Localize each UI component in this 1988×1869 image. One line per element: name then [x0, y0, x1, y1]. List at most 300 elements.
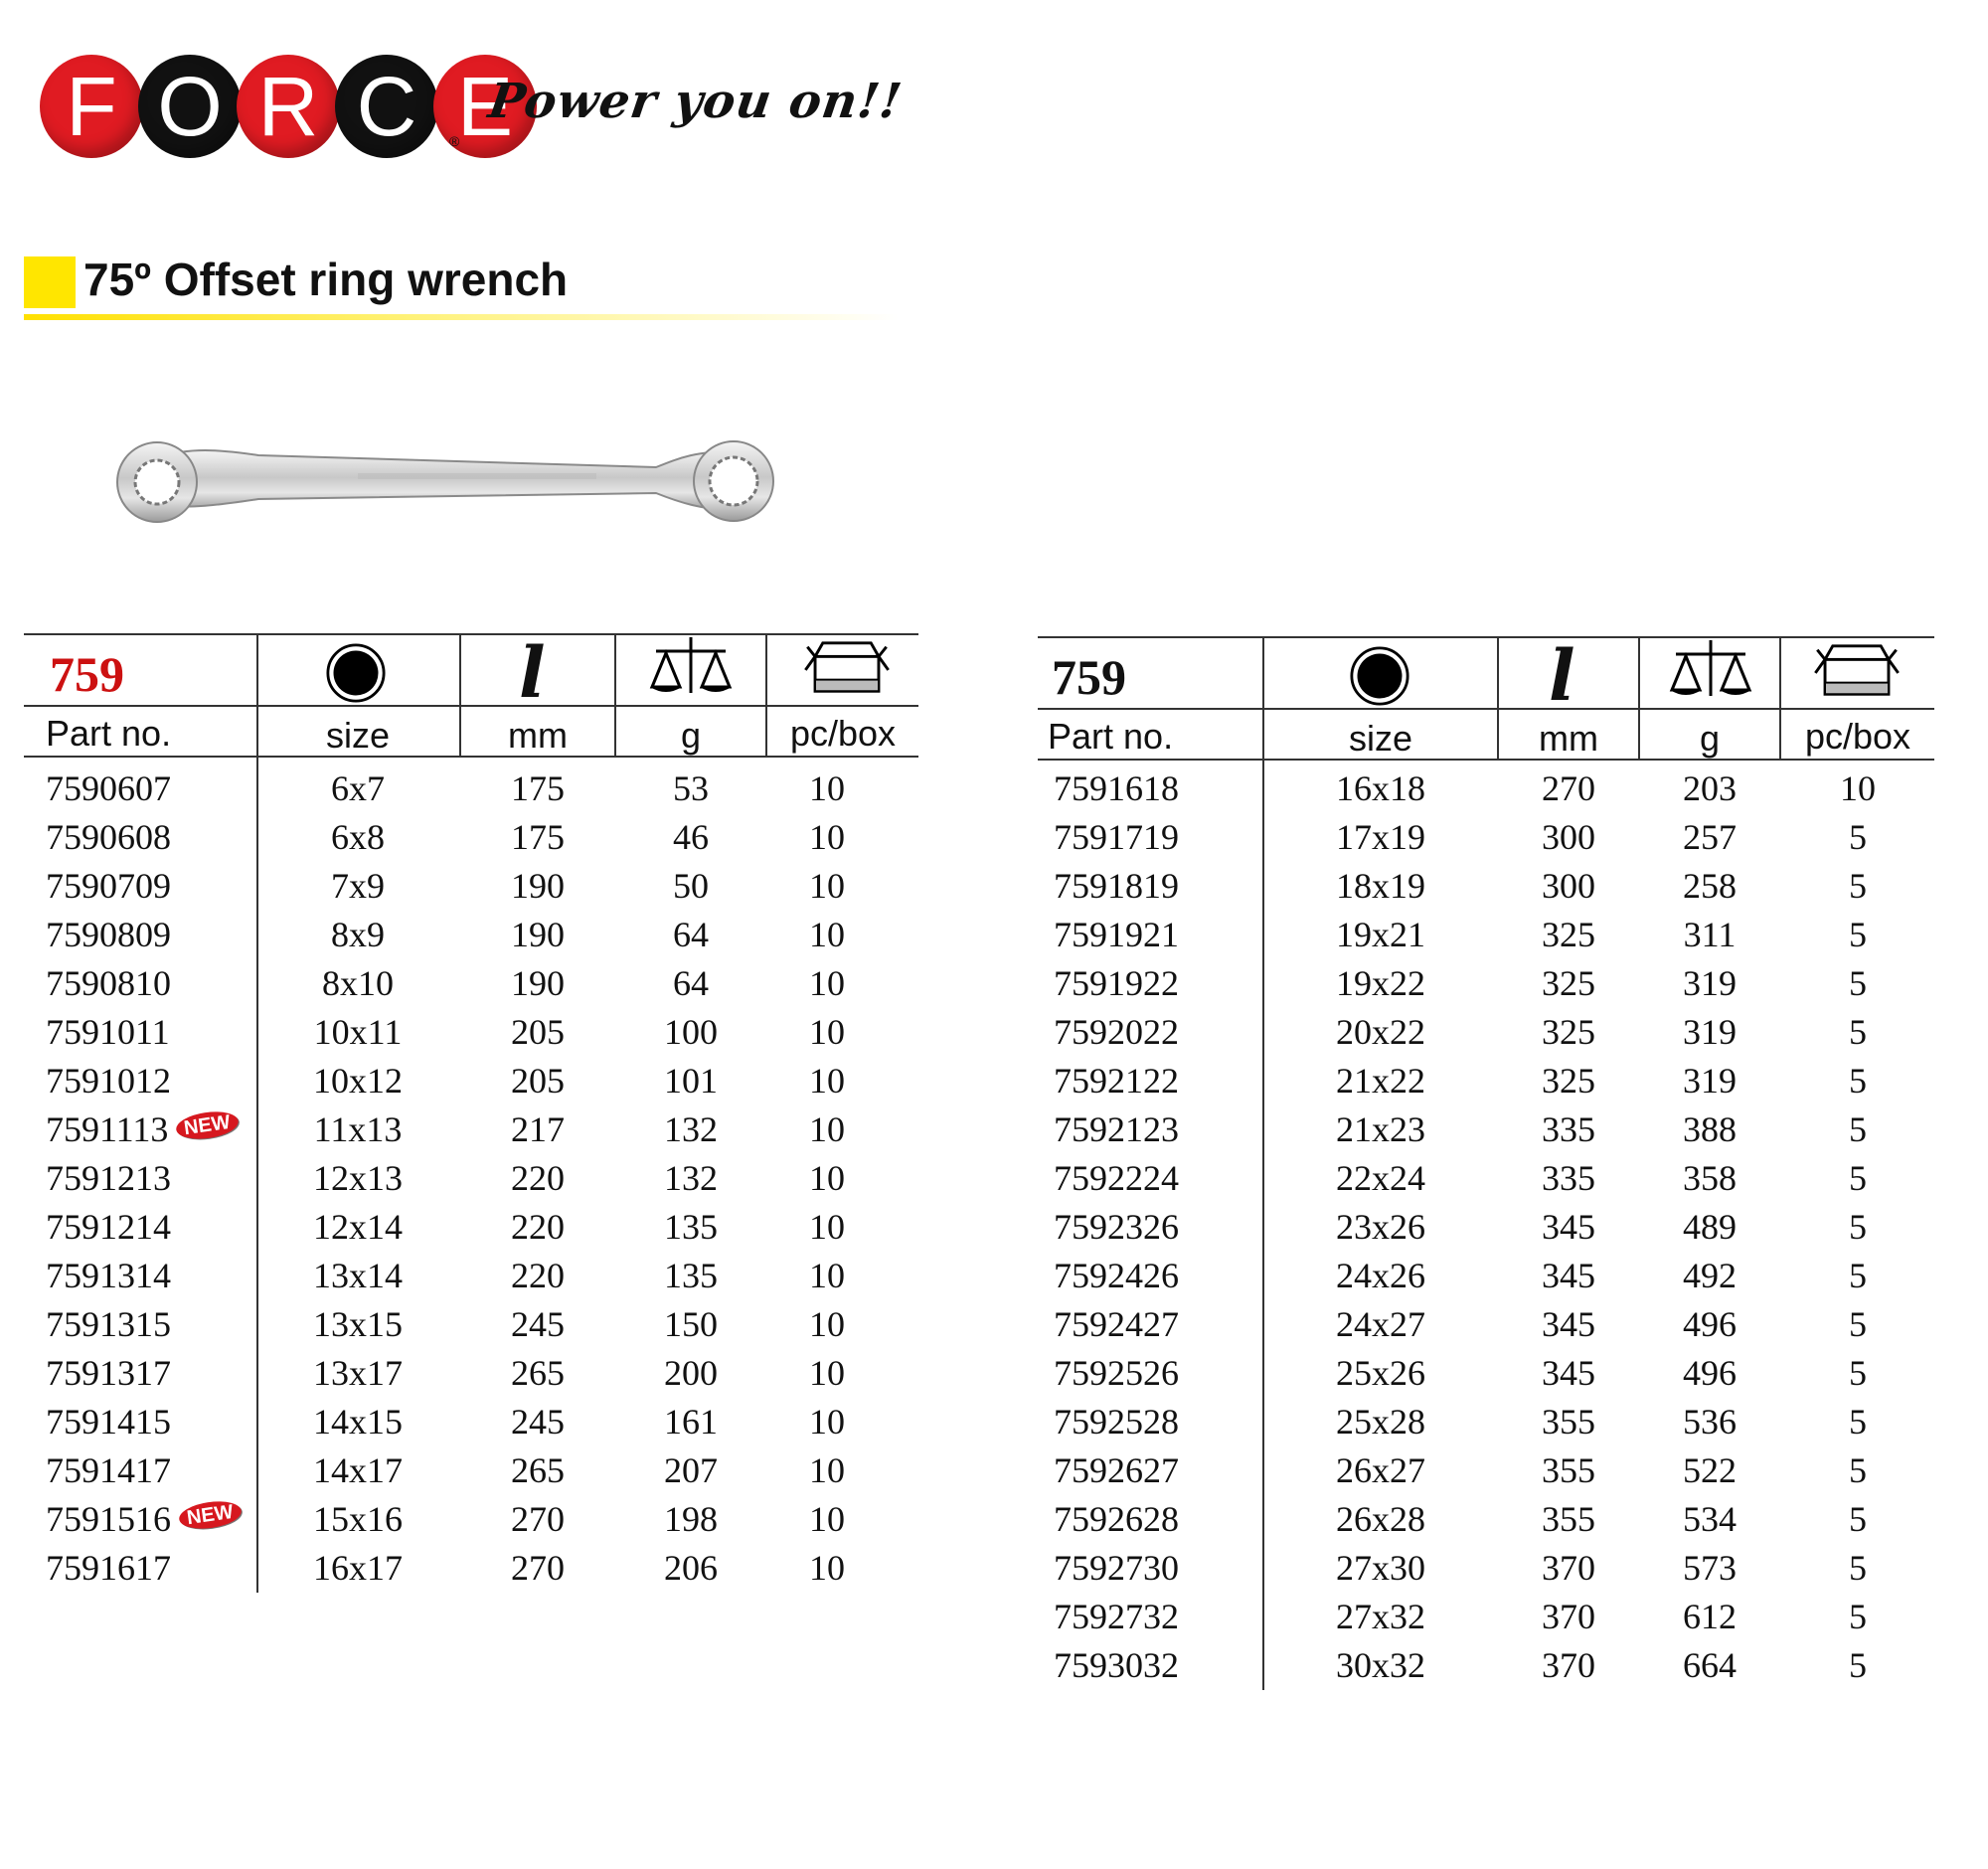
length-value: 370 [1542, 1548, 1595, 1588]
box-value: 10 [809, 1207, 845, 1247]
table-row [24, 1160, 918, 1209]
registered-mark: ® [449, 133, 460, 149]
cell-box [1781, 1647, 1934, 1683]
series-number: 759 [1052, 649, 1126, 705]
cell-box [767, 868, 887, 904]
cell-weight [616, 1111, 765, 1147]
cell-weight [1640, 965, 1779, 1001]
cell-size [1264, 819, 1497, 855]
part-value: 7593032 [1054, 1645, 1179, 1685]
length-value: 205 [511, 1012, 565, 1052]
size-value: 13x14 [313, 1256, 403, 1295]
cell-part [46, 1452, 254, 1488]
cell-length [1499, 1306, 1638, 1342]
box-value: 5 [1849, 963, 1867, 1003]
logo-letter-f: F [40, 55, 143, 158]
cell-box [1781, 868, 1934, 904]
weight-value: 492 [1683, 1256, 1737, 1295]
cell-weight [616, 965, 765, 1001]
cell-size [258, 868, 457, 904]
length-value: 175 [511, 768, 565, 808]
table-top-rule [1038, 636, 1934, 638]
length-value: 270 [1542, 768, 1595, 808]
cell-box [767, 965, 887, 1001]
weight-value: 200 [664, 1353, 718, 1393]
table-row [24, 1111, 918, 1160]
table-row [1038, 819, 1934, 868]
cell-size [258, 1063, 457, 1099]
length-value: 325 [1542, 1061, 1595, 1101]
cell-part [1054, 1404, 1262, 1440]
length-value: 190 [511, 963, 565, 1003]
box-value: 10 [809, 1499, 845, 1539]
cell-box [767, 1501, 887, 1537]
cell-length [461, 1306, 614, 1342]
cell-length [461, 1209, 614, 1245]
box-value: 5 [1849, 1450, 1867, 1490]
cell-length [1499, 868, 1638, 904]
table-row [1038, 770, 1934, 819]
title-accent-square [24, 256, 76, 308]
cell-length [1499, 1550, 1638, 1586]
size-value: 12x13 [313, 1158, 403, 1198]
cell-length [1499, 1501, 1638, 1537]
weight-value: 100 [664, 1012, 718, 1052]
cell-length [1499, 1452, 1638, 1488]
cell-weight [616, 1550, 765, 1586]
length-l-icon: l [519, 631, 546, 714]
weight-value: 150 [664, 1304, 718, 1344]
table-row [1038, 1452, 1934, 1501]
cell-part [1054, 1501, 1262, 1537]
page-title: 75º Offset ring wrench [83, 254, 569, 305]
cell-weight [616, 1160, 765, 1196]
cell-part [1054, 1063, 1262, 1099]
cell-length [461, 868, 614, 904]
part-value: 7591415 [46, 1402, 171, 1442]
logo-letter-e: E [433, 55, 537, 158]
table-row [24, 1306, 918, 1355]
cell-box [767, 1063, 887, 1099]
header-pc-box: pc/box [789, 713, 897, 754]
size-value: 22x24 [1336, 1158, 1425, 1198]
size-value: 24x26 [1336, 1256, 1425, 1295]
length-value: 205 [511, 1061, 565, 1101]
box-value: 10 [809, 963, 845, 1003]
length-value: 345 [1542, 1304, 1595, 1344]
part-value: 7592526 [1054, 1353, 1179, 1393]
cell-part [46, 1160, 254, 1196]
cell-size [1264, 1160, 1497, 1196]
header-part-no: Part no. [1048, 716, 1174, 757]
table-row [24, 1355, 918, 1404]
part-value: 7591617 [46, 1548, 171, 1588]
part-value: 7591213 [46, 1158, 171, 1198]
cell-part [46, 819, 254, 855]
part-value: 7591719 [1054, 817, 1179, 857]
cell-length [461, 1014, 614, 1050]
cell-part [1054, 1258, 1262, 1293]
table-header-rule [1038, 708, 1934, 710]
weight-value: 207 [664, 1450, 718, 1490]
cell-part [46, 1209, 254, 1245]
size-value: 20x22 [1336, 1012, 1425, 1052]
header-g: g [680, 715, 702, 756]
size-value: 6x7 [331, 768, 385, 808]
weight-value: 64 [673, 963, 709, 1003]
length-value: 325 [1542, 915, 1595, 954]
table-row [24, 1063, 918, 1111]
length-value: 345 [1542, 1256, 1595, 1295]
cell-box [1781, 1209, 1934, 1245]
cell-size [258, 1550, 457, 1586]
weight-value: 206 [664, 1548, 718, 1588]
length-value: 370 [1542, 1597, 1595, 1636]
balance-scale-icon [646, 635, 736, 699]
cell-size [258, 1306, 457, 1342]
cell-box [767, 819, 887, 855]
box-value: 10 [809, 1402, 845, 1442]
weight-value: 573 [1683, 1548, 1737, 1588]
cell-box [1781, 1404, 1934, 1440]
part-value: 7591315 [46, 1304, 171, 1344]
cell-part [1054, 1111, 1262, 1147]
cell-box [1781, 1501, 1934, 1537]
cell-length [461, 1063, 614, 1099]
table-row [1038, 965, 1934, 1014]
cell-weight [1640, 1209, 1779, 1245]
cell-size [258, 1452, 457, 1488]
table-top-rule [24, 633, 918, 635]
cell-part [46, 917, 254, 952]
part-value: 7590709 [46, 866, 171, 906]
table-row [1038, 1404, 1934, 1452]
cell-length [1499, 1111, 1638, 1147]
cell-box [767, 1014, 887, 1050]
size-value: 26x28 [1336, 1499, 1425, 1539]
cell-part [1054, 965, 1262, 1001]
cell-length [1499, 1647, 1638, 1683]
length-value: 265 [511, 1353, 565, 1393]
length-value: 300 [1542, 817, 1595, 857]
cell-size [1264, 1647, 1497, 1683]
cell-weight [1640, 1404, 1779, 1440]
size-value: 15x16 [313, 1499, 403, 1539]
length-value: 300 [1542, 866, 1595, 906]
cell-length [1499, 1014, 1638, 1050]
cell-size [258, 917, 457, 952]
cell-part [46, 1306, 254, 1342]
cell-length [1499, 1209, 1638, 1245]
weight-value: 64 [673, 915, 709, 954]
length-value: 190 [511, 866, 565, 906]
length-value: 355 [1542, 1499, 1595, 1539]
weight-value: 46 [673, 817, 709, 857]
weight-value: 319 [1683, 1012, 1737, 1052]
cell-size [1264, 1452, 1497, 1488]
cell-part [46, 1550, 254, 1586]
box-value: 10 [1840, 768, 1876, 808]
box-value: 10 [809, 1450, 845, 1490]
cell-box [1781, 1306, 1934, 1342]
cell-length [1499, 770, 1638, 806]
cell-length [1499, 917, 1638, 952]
weight-value: 358 [1683, 1158, 1737, 1198]
table-row [1038, 1014, 1934, 1063]
cell-part [1054, 917, 1262, 952]
table-row [24, 1501, 918, 1550]
cell-box [767, 770, 887, 806]
part-value: 7592528 [1054, 1402, 1179, 1442]
table-row [24, 1209, 918, 1258]
weight-value: 50 [673, 866, 709, 906]
box-value: 5 [1849, 866, 1867, 906]
cell-size [258, 1355, 457, 1391]
cell-box [767, 1404, 887, 1440]
weight-value: 496 [1683, 1304, 1737, 1344]
cell-length [461, 1111, 614, 1147]
cell-weight [616, 1063, 765, 1099]
part-value: 7592022 [1054, 1012, 1179, 1052]
cell-box [1781, 1014, 1934, 1050]
cell-size [258, 1111, 457, 1147]
part-value: 7591113 [46, 1109, 169, 1149]
cell-weight [1640, 1550, 1779, 1586]
cell-size [258, 1501, 457, 1537]
part-value: 7592123 [1054, 1109, 1179, 1149]
box-value: 5 [1849, 1012, 1867, 1052]
length-value: 345 [1542, 1353, 1595, 1393]
cell-weight [1640, 1063, 1779, 1099]
part-value: 7591314 [46, 1256, 171, 1295]
weight-value: 203 [1683, 768, 1737, 808]
cell-weight [616, 770, 765, 806]
table-row [24, 917, 918, 965]
weight-value: 161 [664, 1402, 718, 1442]
cell-part [46, 1501, 254, 1538]
box-value: 10 [809, 1353, 845, 1393]
cell-part [46, 770, 254, 806]
cell-weight [616, 1404, 765, 1440]
weight-value: 388 [1683, 1109, 1737, 1149]
table-row [1038, 917, 1934, 965]
box-value: 10 [809, 1061, 845, 1101]
cell-weight [1640, 1160, 1779, 1196]
weight-value: 496 [1683, 1353, 1737, 1393]
cell-size [1264, 1111, 1497, 1147]
part-value: 7592628 [1054, 1499, 1179, 1539]
table-row [24, 1404, 918, 1452]
box-value: 5 [1849, 915, 1867, 954]
weight-value: 522 [1683, 1450, 1737, 1490]
length-value: 245 [511, 1304, 565, 1344]
part-value: 7592122 [1054, 1061, 1179, 1101]
header-mm: mm [508, 715, 568, 756]
cell-length [461, 1258, 614, 1293]
header-mm: mm [1539, 718, 1598, 759]
size-value: 8x10 [322, 963, 394, 1003]
cell-size [258, 1209, 457, 1245]
cell-part [46, 1063, 254, 1099]
cell-part [1054, 1355, 1262, 1391]
cell-part [1054, 770, 1262, 806]
weight-value: 664 [1683, 1645, 1737, 1685]
cell-box [1781, 1063, 1934, 1099]
box-value: 5 [1849, 1353, 1867, 1393]
box-icon [1813, 640, 1901, 702]
size-value: 11x13 [313, 1109, 403, 1149]
header-size: size [1348, 718, 1413, 759]
cell-size [1264, 1501, 1497, 1537]
weight-value: 132 [664, 1158, 718, 1198]
part-value: 7591011 [46, 1012, 170, 1052]
weight-value: 198 [664, 1499, 718, 1539]
weight-value: 489 [1683, 1207, 1737, 1247]
cell-length [461, 819, 614, 855]
title-underline [24, 314, 899, 320]
cell-size [258, 1258, 457, 1293]
box-value: 10 [809, 1256, 845, 1295]
part-value: 7591618 [1054, 768, 1179, 808]
spec-table-left [24, 633, 918, 1593]
part-value: 7591012 [46, 1061, 171, 1101]
cell-size [1264, 917, 1497, 952]
box-value: 10 [809, 1012, 845, 1052]
cell-box [1781, 965, 1934, 1001]
length-value: 335 [1542, 1158, 1595, 1198]
cell-weight [1640, 1014, 1779, 1050]
cell-weight [1640, 1258, 1779, 1293]
table-row [24, 1452, 918, 1501]
cell-part [46, 1258, 254, 1293]
cell-length [1499, 965, 1638, 1001]
cell-size [258, 1404, 457, 1440]
length-l-icon: l [1549, 634, 1575, 717]
size-value: 17x19 [1336, 817, 1425, 857]
box-value: 5 [1849, 1402, 1867, 1442]
cell-box [1781, 1550, 1934, 1586]
cell-weight [616, 1355, 765, 1391]
size-value: 24x27 [1336, 1304, 1425, 1344]
length-value: 190 [511, 915, 565, 954]
size-value: 25x28 [1336, 1402, 1425, 1442]
size-value: 19x22 [1336, 963, 1425, 1003]
part-value: 7591819 [1054, 866, 1179, 906]
cell-part [1054, 1306, 1262, 1342]
cell-weight [1640, 1111, 1779, 1147]
table-row [24, 1550, 918, 1599]
size-value: 26x27 [1336, 1450, 1425, 1490]
spec-table-right [1038, 636, 1934, 1690]
cell-box [1781, 1599, 1934, 1634]
size-value: 7x9 [331, 866, 385, 906]
weight-value: 612 [1683, 1597, 1737, 1636]
cell-weight [1640, 1599, 1779, 1634]
box-value: 5 [1849, 1597, 1867, 1636]
cell-length [1499, 1404, 1638, 1440]
header-size: size [325, 715, 391, 756]
table-row [24, 1014, 918, 1063]
cell-size [1264, 1063, 1497, 1099]
cell-weight [1640, 1452, 1779, 1488]
part-value: 7591516 [46, 1499, 171, 1539]
cell-part [46, 965, 254, 1001]
cell-part [46, 1111, 254, 1148]
cell-size [1264, 965, 1497, 1001]
cell-weight [1640, 868, 1779, 904]
part-value: 7590809 [46, 915, 171, 954]
cell-box [767, 1355, 887, 1391]
cell-weight [1640, 770, 1779, 806]
cell-box [767, 1111, 887, 1147]
cell-size [1264, 1209, 1497, 1245]
box-value: 5 [1849, 1256, 1867, 1295]
cell-size [1264, 1550, 1497, 1586]
cell-size [258, 1014, 457, 1050]
size-value: 10x12 [313, 1061, 403, 1101]
box-value: 10 [809, 1548, 845, 1588]
length-value: 270 [511, 1548, 565, 1588]
cell-weight [616, 819, 765, 855]
length-value: 265 [511, 1450, 565, 1490]
cell-part [1054, 819, 1262, 855]
cell-length [461, 1404, 614, 1440]
cell-size [258, 819, 457, 855]
cell-weight [616, 917, 765, 952]
cell-weight [616, 1209, 765, 1245]
cell-weight [616, 1452, 765, 1488]
cell-length [1499, 1258, 1638, 1293]
box-value: 10 [809, 1158, 845, 1198]
size-value: 10x11 [313, 1012, 403, 1052]
box-value: 5 [1849, 1548, 1867, 1588]
cell-box [767, 1160, 887, 1196]
cell-part [1054, 868, 1262, 904]
section-title [24, 253, 899, 322]
box-value: 5 [1849, 1645, 1867, 1685]
box-value: 10 [809, 866, 845, 906]
cell-weight [616, 868, 765, 904]
table-row [1038, 1258, 1934, 1306]
size-value: 13x15 [313, 1304, 403, 1344]
cell-weight [616, 1306, 765, 1342]
size-value: 25x26 [1336, 1353, 1425, 1393]
cell-size [258, 965, 457, 1001]
cell-length [1499, 1160, 1638, 1196]
length-value: 245 [511, 1402, 565, 1442]
length-value: 175 [511, 817, 565, 857]
part-value: 7592426 [1054, 1256, 1179, 1295]
weight-value: 132 [664, 1109, 718, 1149]
cell-length [461, 917, 614, 952]
box-value: 10 [809, 768, 845, 808]
cell-part [1054, 1160, 1262, 1196]
cell-weight [1640, 917, 1779, 952]
cell-part [46, 1014, 254, 1050]
box-icon [803, 637, 891, 699]
length-value: 217 [511, 1109, 565, 1149]
cell-weight [1640, 1501, 1779, 1537]
length-value: 325 [1542, 1012, 1595, 1052]
length-value: 355 [1542, 1402, 1595, 1442]
cell-weight [616, 1258, 765, 1293]
size-value: 27x30 [1336, 1548, 1425, 1588]
cell-part [1054, 1550, 1262, 1586]
cell-part [1054, 1452, 1262, 1488]
length-value: 325 [1542, 963, 1595, 1003]
table-row [24, 868, 918, 917]
cell-length [461, 1355, 614, 1391]
